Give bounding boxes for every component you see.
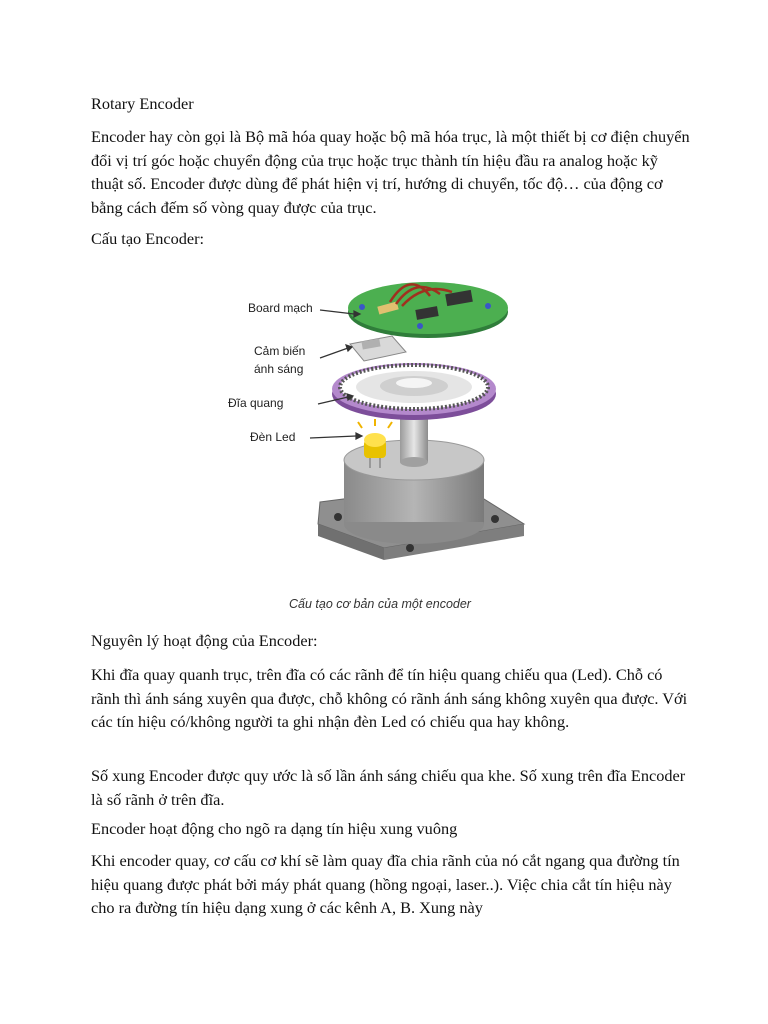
square-wave-paragraph: Khi encoder quay, cơ cấu cơ khí sẽ làm quay đĩa chia rãnh của nó cắt ngang qua đường tín hiệu quang được phát bởi máy phát quang (hồng ngoại, laser..). Việc chia cắt tín hiệu này cho ra đường tín hiệu dạng xung ở các kênh A, B. Xung này (91, 851, 680, 917)
label-sensor-line1: Cảm biến (254, 344, 306, 358)
label-led: Đèn Led (250, 430, 296, 444)
principle-paragraph-1: Khi đĩa quay quanh trục, trên đĩa có các rãnh để tín hiệu quang chiếu qua (Led). Chỗ có rãnh thì ánh sáng xuyên qua được, chỗ không có rãnh ánh sáng không xuyên qua được. Với các tín hiệu có/không người ta ghi nhận đèn Led có chiếu qua hay không. (91, 665, 688, 731)
document-title: Rotary Encoder (91, 94, 194, 113)
light-sensor (350, 336, 406, 361)
square-wave-heading: Encoder hoạt động cho ngõ ra dạng tín hiệu xung vuông (91, 819, 458, 838)
label-sensor-line2: ánh sáng (254, 362, 304, 376)
principle-heading: Nguyên lý hoạt động của Encoder: (91, 631, 318, 650)
intro-paragraph: Encoder hay còn gọi là Bộ mã hóa quay hoặc bộ mã hóa trục, là một thiết bị cơ điện chuyển đổi vị trí góc hoặc chuyển động của trục hoặc trục thành tín hiệu đầu ra analog hoặc kỹ thuật số. Encoder được dùng để phát hiện vị trí, hướng di chuyển, tốc độ… của động cơ bằng cách đếm số vòng quay được của trục. (91, 127, 690, 217)
circuit-board (348, 282, 508, 338)
structure-heading: Cấu tạo Encoder: (91, 229, 205, 248)
encoder-figure (220, 262, 540, 618)
label-board: Board mạch (248, 301, 313, 315)
principle-paragraph-2: Số xung Encoder được quy ước là số lần ánh sáng chiếu qua khe. Số xung trên đĩa Encoder là số rãnh ở trên đĩa. (91, 766, 686, 809)
label-disk: Đĩa quang (228, 396, 284, 410)
optical-disk (332, 363, 496, 420)
figure-caption: Cấu tạo cơ bản của một encoder (289, 597, 471, 611)
encoder-diagram (220, 262, 540, 618)
